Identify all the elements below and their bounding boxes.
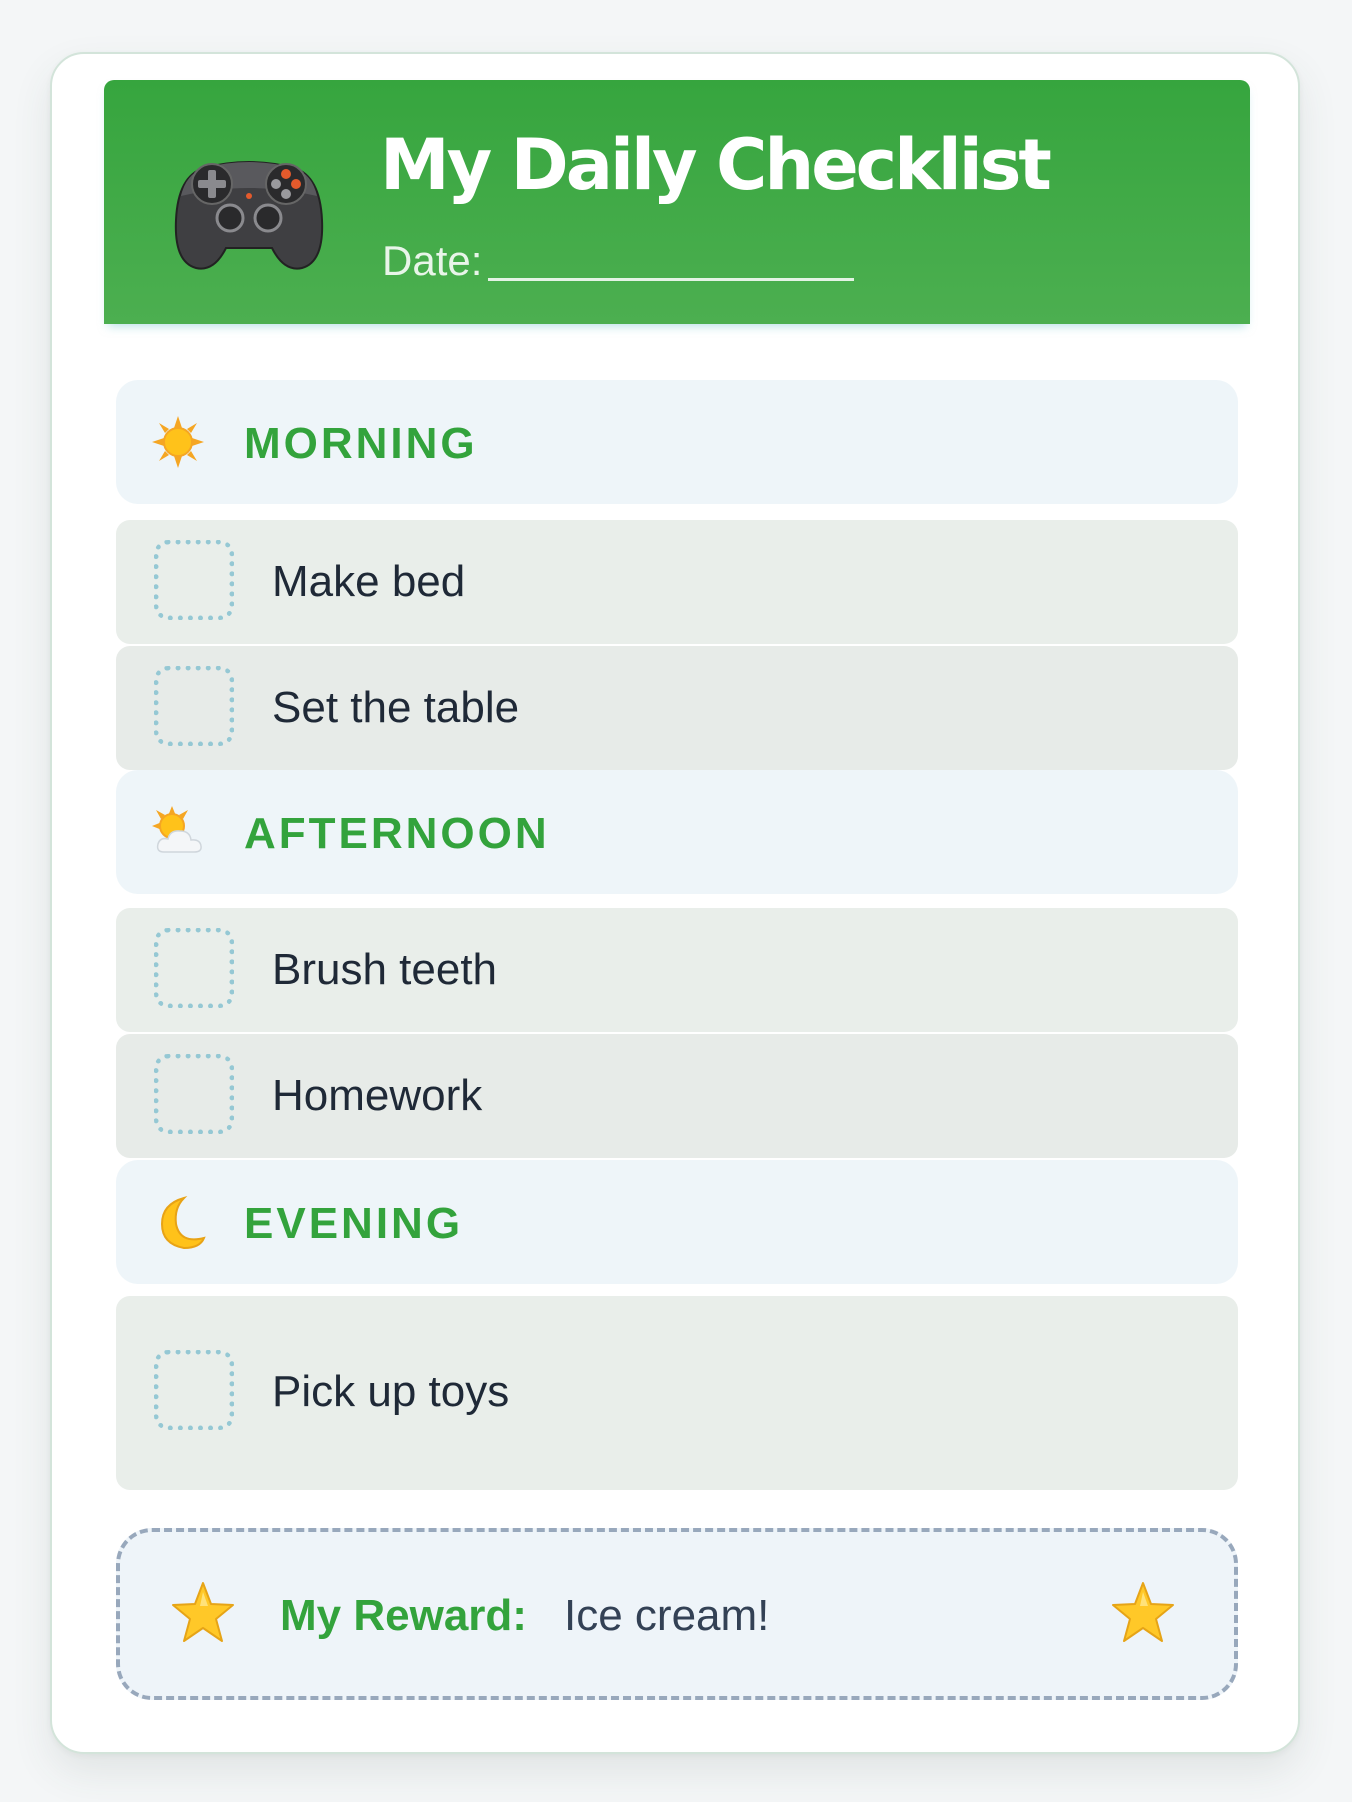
checklist-card [50, 52, 1300, 1754]
date-label: Date: [382, 237, 483, 284]
checkbox-homework[interactable] [154, 1054, 234, 1134]
reward-label: My Reward: [280, 1591, 527, 1640]
page-title: My Daily Checklist [380, 124, 1049, 206]
task-label-homework: Homework [272, 1071, 483, 1120]
section-label-evening: EVENING [244, 1199, 464, 1248]
game-controller-icon [174, 140, 324, 280]
task-make-bed[interactable] [116, 520, 1238, 644]
task-set-the-table[interactable] [116, 646, 1238, 770]
checklist-header [104, 80, 1250, 324]
checkbox-pick-up-toys[interactable] [154, 1350, 234, 1430]
reward-box [116, 1528, 1238, 1700]
task-label-make-bed: Make bed [272, 557, 466, 606]
section-morning [116, 380, 1238, 504]
sun-icon [150, 414, 206, 470]
section-evening [116, 1160, 1238, 1284]
section-label-afternoon: AFTERNOON [244, 809, 550, 858]
star-icon [1110, 1580, 1176, 1646]
sun-behind-cloud-icon [150, 804, 206, 860]
section-afternoon [116, 770, 1238, 894]
section-label-morning: MORNING [244, 419, 478, 468]
checkbox-make-bed[interactable] [154, 540, 234, 620]
task-pick-up-toys[interactable] [116, 1296, 1238, 1490]
date-blank-line [488, 278, 854, 281]
checkbox-set-the-table[interactable] [154, 666, 234, 746]
task-label-brush-teeth: Brush teeth [272, 945, 498, 994]
crescent-moon-icon [150, 1194, 206, 1250]
date-field [382, 237, 854, 284]
task-homework[interactable] [116, 1034, 1238, 1158]
task-label-set-the-table: Set the table [272, 683, 520, 732]
checkbox-brush-teeth[interactable] [154, 928, 234, 1008]
reward-value: Ice cream! [564, 1591, 770, 1640]
task-brush-teeth[interactable] [116, 908, 1238, 1032]
task-label-pick-up-toys: Pick up toys [272, 1367, 510, 1416]
star-icon [170, 1580, 236, 1646]
